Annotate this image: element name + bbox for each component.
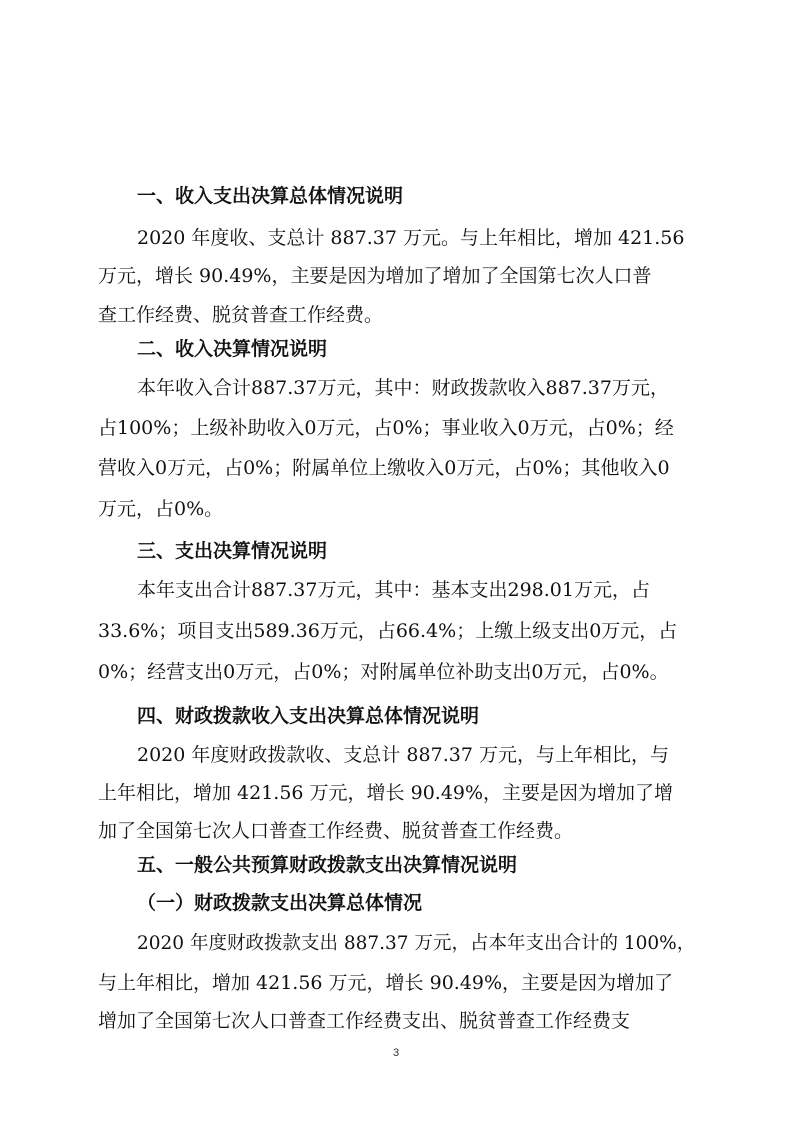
section-3-line-2: 33.6%；项目支出589.36万元，占66.4%；上缴上级支出0万元，占 xyxy=(98,620,678,642)
section-heading-2: 二、收入决算情况说明 xyxy=(137,338,328,360)
section-3-line-1: 本年支出合计887.37万元，其中：基本支出298.01万元，占 xyxy=(137,579,650,601)
page-number: 3 xyxy=(393,1047,400,1059)
section-3-line-3: 0%；经营支出0万元，占0%；对附属单位补助支出0万元，占0%。 xyxy=(98,661,669,683)
section-5-line-3: 增加了全国第七次人口普查工作经费支出、脱贫普查工作经费支 xyxy=(98,1010,631,1032)
section-2-line-2: 占100%；上级补助收入0万元，占0%；事业收入0万元，占0%；经 xyxy=(98,417,674,439)
section-1-line-1: 2020 年度收、支总计 887.37 万元。与上年相比，增加 421.56 xyxy=(137,227,685,249)
section-5-line-2: 与上年相比，增加 421.56 万元，增长 90.49%，主要是因为增加了 xyxy=(98,972,674,994)
section-heading-5: 五、一般公共预算财政拨款支出决算情况说明 xyxy=(137,854,518,876)
section-heading-1: 一、收入支出决算总体情况说明 xyxy=(137,185,404,207)
section-2-line-1: 本年收入合计887.37万元，其中：财政拨款收入887.37万元， xyxy=(137,377,669,399)
section-4-line-2: 上年相比，增加 421.56 万元，增长 90.49%，主要是因为增加了增 xyxy=(98,782,674,804)
section-1-line-3: 查工作经费、脱贫普查工作经费。 xyxy=(98,304,384,326)
section-2-line-3: 营收入0万元，占0%；附属单位上缴收入0万元，占0%；其他收入0 xyxy=(98,457,670,479)
section-4-line-1: 2020 年度财政拨款收、支总计 887.37 万元，与上年相比，与 xyxy=(137,744,669,766)
subsection-heading-5-1: （一）财政拨款支出决算总体情况 xyxy=(137,892,423,914)
section-1-line-2: 万元，增长 90.49%，主要是因为增加了增加了全国第七次人口普 xyxy=(98,265,652,287)
section-heading-3: 三、支出决算情况说明 xyxy=(137,540,328,562)
section-4-line-3: 加了全国第七次人口普查工作经费、脱贫普查工作经费。 xyxy=(98,820,574,842)
section-5-line-1: 2020 年度财政拨款支出 887.37 万元，占本年支出合计的 100%， xyxy=(137,933,696,954)
section-heading-4: 四、财政拨款收入支出决算总体情况说明 xyxy=(137,705,480,727)
section-2-line-4: 万元，占0%。 xyxy=(98,498,224,520)
